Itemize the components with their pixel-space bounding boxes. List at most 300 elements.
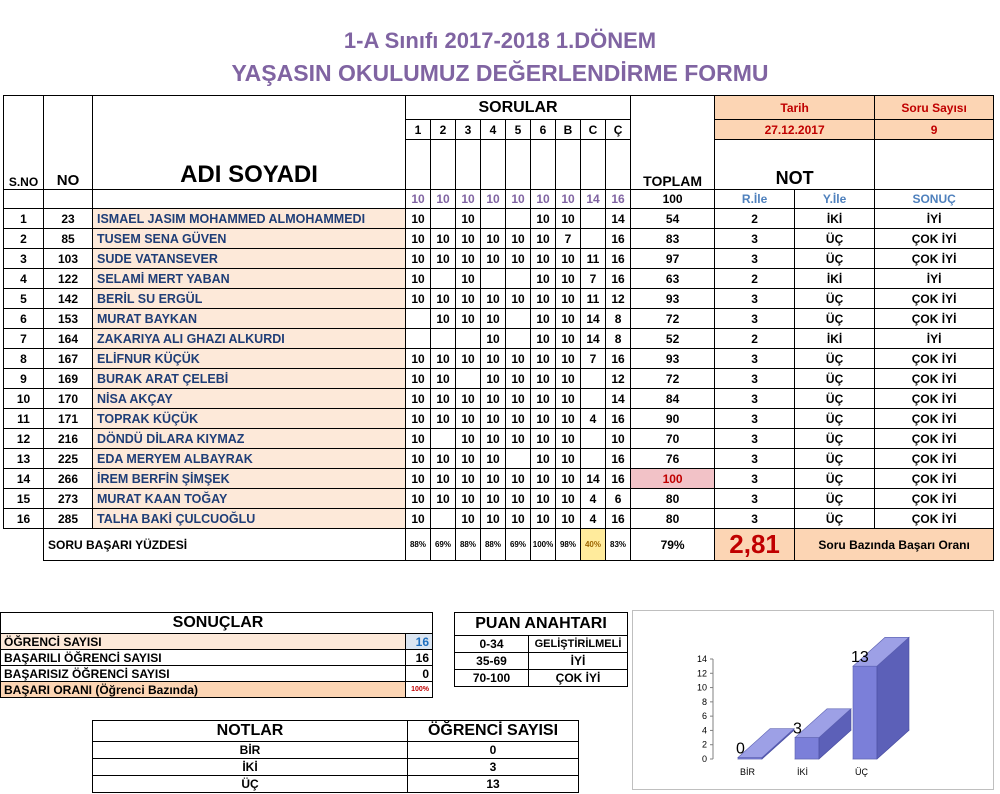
y-tick-label: 6 xyxy=(701,711,707,722)
notlar-row xyxy=(93,776,579,793)
puan-label: GELİŞTİRİLMELİ xyxy=(529,636,628,653)
row-score: 10 xyxy=(481,449,506,469)
row-sno: 4 xyxy=(4,269,44,289)
row-student-name: BURAK ARAT ÇELEBİ xyxy=(93,369,406,389)
row-r-ile: 3 xyxy=(715,349,795,369)
sno-header-bottom xyxy=(4,190,44,209)
y-tick-label: 4 xyxy=(701,725,707,736)
row-total: 76 xyxy=(631,449,715,469)
puan-title: PUAN ANAHTARI xyxy=(455,613,628,636)
sonuclar-label: ÖĞRENCİ SAYISI xyxy=(1,634,406,650)
student-row xyxy=(4,489,994,509)
row-no: 23 xyxy=(44,209,93,229)
row-sno: 5 xyxy=(4,289,44,309)
y-tick-label: 0 xyxy=(701,754,707,764)
row-y-ile: ÜÇ xyxy=(795,369,875,389)
row-score xyxy=(506,449,531,469)
row-student-name: MURAT KAAN TOĞAY xyxy=(93,489,406,509)
row-r-ile: 2 xyxy=(715,209,795,229)
row-sno: 6 xyxy=(4,309,44,329)
puan-anahtari-table xyxy=(454,612,628,687)
row-student-name: DÖNDÜ DİLARA KIYMAZ xyxy=(93,429,406,449)
student-row xyxy=(4,289,994,309)
row-student-name: EDA MERYEM ALBAYRAK xyxy=(93,449,406,469)
row-score: 10 xyxy=(406,249,431,269)
row-score xyxy=(581,429,606,449)
row-sonuc: ÇOK İYİ xyxy=(875,489,994,509)
row-sonuc: ÇOK İYİ xyxy=(875,289,994,309)
row-score: 10 xyxy=(481,309,506,329)
row-sno: 16 xyxy=(4,509,44,529)
row-score: 10 xyxy=(406,509,431,529)
row-score: 10 xyxy=(431,309,456,329)
row-score: 10 xyxy=(556,309,581,329)
notlar-value: 3 xyxy=(408,759,579,776)
row-sonuc: İYİ xyxy=(875,269,994,289)
ogrenci-sayisi-header: ÖĞRENCİ SAYISI xyxy=(408,721,579,742)
row-score: 10 xyxy=(456,249,481,269)
row-score: 16 xyxy=(606,449,631,469)
sno-header: S.NO xyxy=(4,96,44,190)
question-blank-2 xyxy=(431,140,456,190)
question-blank-5 xyxy=(506,140,531,190)
row-score: 7 xyxy=(556,229,581,249)
row-score: 14 xyxy=(606,389,631,409)
row-score: 10 xyxy=(506,489,531,509)
row-score: 16 xyxy=(606,249,631,269)
row-student-name: ELİFNUR KÜÇÜK xyxy=(93,349,406,369)
row-score: 10 xyxy=(556,249,581,269)
sonuclar-value: 16 xyxy=(406,650,433,666)
row-student-name: ZAKARIYA ALI GHAZI ALKURDI xyxy=(93,329,406,349)
row-score: 4 xyxy=(581,409,606,429)
sonuclar-row xyxy=(1,682,433,698)
row-score: 10 xyxy=(531,209,556,229)
row-total: 93 xyxy=(631,349,715,369)
row-score: 10 xyxy=(481,469,506,489)
question-blank-4 xyxy=(481,140,506,190)
category-label: ÜÇ xyxy=(855,767,868,777)
puan-row xyxy=(455,636,628,653)
row-sno: 12 xyxy=(4,429,44,449)
soru-sayisi-value: 9 xyxy=(875,120,994,140)
student-row xyxy=(4,389,994,409)
row-total: 93 xyxy=(631,289,715,309)
row-no: 170 xyxy=(44,389,93,409)
question-points-3: 10 xyxy=(456,190,481,209)
form-title-line2: YAŞASIN OKULUMUZ DEĞERLENDİRME FORMU xyxy=(231,60,769,86)
row-score xyxy=(406,309,431,329)
row-score: 7 xyxy=(581,269,606,289)
row-score: 10 xyxy=(531,229,556,249)
row-score: 10 xyxy=(531,329,556,349)
question-points-7: 10 xyxy=(556,190,581,209)
row-score: 10 xyxy=(406,389,431,409)
row-y-ile: ÜÇ xyxy=(795,389,875,409)
row-score: 10 xyxy=(556,509,581,529)
row-sonuc: ÇOK İYİ xyxy=(875,309,994,329)
bar-front xyxy=(853,666,877,759)
category-label: İKİ xyxy=(797,767,809,777)
notlar-label: ÜÇ xyxy=(93,776,408,793)
row-score: 10 xyxy=(481,409,506,429)
row-score xyxy=(506,269,531,289)
row-score: 10 xyxy=(531,469,556,489)
row-score xyxy=(506,309,531,329)
summary-percent: 100% xyxy=(531,529,556,561)
summary-average: 2,81 xyxy=(715,529,795,561)
row-total: 72 xyxy=(631,369,715,389)
row-score: 16 xyxy=(606,229,631,249)
question-label-7: B xyxy=(556,120,581,140)
row-y-ile: İKİ xyxy=(795,329,875,349)
grades-table xyxy=(3,95,994,561)
row-score: 10 xyxy=(506,289,531,309)
row-score: 10 xyxy=(481,349,506,369)
row-score: 10 xyxy=(456,489,481,509)
row-no: 164 xyxy=(44,329,93,349)
row-score: 10 xyxy=(406,269,431,289)
student-row xyxy=(4,369,994,389)
row-r-ile: 2 xyxy=(715,269,795,289)
row-score: 10 xyxy=(406,349,431,369)
row-r-ile: 2 xyxy=(715,329,795,349)
row-total: 100 xyxy=(631,469,715,489)
no-header: NO xyxy=(44,96,93,190)
sonuclar-label: BAŞARILI ÖĞRENCİ SAYISI xyxy=(1,650,406,666)
question-points-6: 10 xyxy=(531,190,556,209)
row-score: 10 xyxy=(406,229,431,249)
row-score: 14 xyxy=(581,309,606,329)
summary-label: SORU BAŞARI YÜZDESİ xyxy=(44,529,406,561)
row-score: 10 xyxy=(481,249,506,269)
student-row xyxy=(4,309,994,329)
row-no: 167 xyxy=(44,349,93,369)
row-score: 10 xyxy=(431,289,456,309)
row-score: 10 xyxy=(531,489,556,509)
row-student-name: SELAMİ MERT YABAN xyxy=(93,269,406,289)
row-score: 10 xyxy=(556,269,581,289)
row-sonuc: ÇOK İYİ xyxy=(875,369,994,389)
row-score: 10 xyxy=(556,429,581,449)
row-sonuc: ÇOK İYİ xyxy=(875,409,994,429)
row-total: 84 xyxy=(631,389,715,409)
row-score: 4 xyxy=(581,489,606,509)
row-y-ile: ÜÇ xyxy=(795,489,875,509)
row-no: 273 xyxy=(44,489,93,509)
puan-label: ÇOK İYİ xyxy=(529,670,628,687)
form-title-line1: 1-A Sınıfı 2017-2018 1.DÖNEM xyxy=(343,28,657,53)
summary-percent: 88% xyxy=(456,529,481,561)
summary-percent: 88% xyxy=(481,529,506,561)
row-no: 171 xyxy=(44,409,93,429)
row-sno: 15 xyxy=(4,489,44,509)
row-total: 80 xyxy=(631,509,715,529)
student-row xyxy=(4,409,994,429)
row-no: 285 xyxy=(44,509,93,529)
row-student-name: TALHA BAKİ ÇULCUOĞLU xyxy=(93,509,406,529)
row-score xyxy=(581,229,606,249)
sonuclar-title: SONUÇLAR xyxy=(1,613,433,634)
question-label-3: 3 xyxy=(456,120,481,140)
row-score: 10 xyxy=(431,229,456,249)
summary-percent: 98% xyxy=(556,529,581,561)
question-points-2: 10 xyxy=(431,190,456,209)
row-score: 12 xyxy=(606,369,631,389)
row-student-name: ISMAEL JASIM MOHAMMED ALMOHAMMEDI xyxy=(93,209,406,229)
row-score: 10 xyxy=(431,469,456,489)
not-header: NOT xyxy=(715,140,875,190)
sonuclar-value: 100% xyxy=(406,682,433,698)
row-score: 10 xyxy=(456,509,481,529)
bar-value-label: 0 xyxy=(736,740,745,758)
row-score xyxy=(506,329,531,349)
row-student-name: BERİL SU ERGÜL xyxy=(93,289,406,309)
row-sonuc: ÇOK İYİ xyxy=(875,449,994,469)
row-score: 10 xyxy=(406,209,431,229)
row-score: 10 xyxy=(456,209,481,229)
summary-percent: 40% xyxy=(581,529,606,561)
row-score: 10 xyxy=(406,469,431,489)
row-total: 52 xyxy=(631,329,715,349)
row-score: 10 xyxy=(406,369,431,389)
puan-row xyxy=(455,670,628,687)
row-no: 122 xyxy=(44,269,93,289)
row-score xyxy=(481,269,506,289)
r-ile-header: R.İle xyxy=(715,190,795,209)
row-score: 4 xyxy=(581,509,606,529)
row-score: 10 xyxy=(556,329,581,349)
row-score: 10 xyxy=(456,469,481,489)
no-header-bottom xyxy=(44,190,93,209)
name-header-bottom xyxy=(93,190,406,209)
question-blank-3 xyxy=(456,140,481,190)
row-score xyxy=(456,329,481,349)
summary-spacer xyxy=(4,529,44,561)
sonuclar-table xyxy=(0,612,433,698)
student-row xyxy=(4,209,994,229)
sonuclar-value: 0 xyxy=(406,666,433,682)
student-row xyxy=(4,329,994,349)
row-score: 10 xyxy=(431,349,456,369)
row-score: 10 xyxy=(481,369,506,389)
row-score: 6 xyxy=(606,489,631,509)
row-y-ile: ÜÇ xyxy=(795,309,875,329)
question-label-5: 5 xyxy=(506,120,531,140)
tarih-label: Tarih xyxy=(715,96,875,120)
row-score xyxy=(506,209,531,229)
row-score: 10 xyxy=(456,389,481,409)
row-student-name: SUDE VATANSEVER xyxy=(93,249,406,269)
row-score: 14 xyxy=(581,329,606,349)
row-total: 83 xyxy=(631,229,715,249)
row-score xyxy=(581,369,606,389)
bar-value-label: 3 xyxy=(793,720,802,738)
row-score: 10 xyxy=(556,469,581,489)
not-header-spacer xyxy=(875,140,994,190)
row-score: 10 xyxy=(481,329,506,349)
sonuclar-value: 16 xyxy=(406,634,433,650)
question-label-2: 2 xyxy=(431,120,456,140)
student-row xyxy=(4,449,994,469)
row-total: 70 xyxy=(631,429,715,449)
y-tick-label: 12 xyxy=(696,668,707,679)
soru-sayisi-label: Soru Sayısı xyxy=(875,96,994,120)
notlar-table xyxy=(92,720,579,793)
row-score: 10 xyxy=(531,369,556,389)
row-score: 10 xyxy=(431,489,456,509)
row-score: 10 xyxy=(456,229,481,249)
row-score: 10 xyxy=(406,489,431,509)
row-score: 12 xyxy=(606,289,631,309)
row-score: 10 xyxy=(456,289,481,309)
row-sonuc: İYİ xyxy=(875,329,994,349)
row-score xyxy=(481,209,506,229)
row-no: 85 xyxy=(44,229,93,249)
row-score: 14 xyxy=(581,469,606,489)
row-score: 10 xyxy=(556,289,581,309)
row-y-ile: ÜÇ xyxy=(795,449,875,469)
puan-range: 35-69 xyxy=(455,653,529,670)
row-score: 10 xyxy=(481,429,506,449)
row-score: 10 xyxy=(556,489,581,509)
row-score: 11 xyxy=(581,249,606,269)
row-sno: 10 xyxy=(4,389,44,409)
row-no: 225 xyxy=(44,449,93,469)
row-score: 10 xyxy=(456,309,481,329)
row-score: 10 xyxy=(481,509,506,529)
notlar-value: 13 xyxy=(408,776,579,793)
row-score: 10 xyxy=(406,449,431,469)
row-score: 10 xyxy=(481,289,506,309)
row-r-ile: 3 xyxy=(715,509,795,529)
row-sno: 7 xyxy=(4,329,44,349)
row-score: 10 xyxy=(556,369,581,389)
row-score: 10 xyxy=(481,489,506,509)
row-score: 10 xyxy=(556,389,581,409)
row-score: 10 xyxy=(506,229,531,249)
student-row xyxy=(4,349,994,369)
question-points-5: 10 xyxy=(506,190,531,209)
notlar-row xyxy=(93,742,579,759)
row-y-ile: ÜÇ xyxy=(795,289,875,309)
row-sno: 14 xyxy=(4,469,44,489)
row-no: 103 xyxy=(44,249,93,269)
y-tick-label: 10 xyxy=(696,682,707,693)
row-score: 10 xyxy=(531,309,556,329)
row-score: 16 xyxy=(606,509,631,529)
row-score: 10 xyxy=(531,409,556,429)
row-y-ile: İKİ xyxy=(795,209,875,229)
toplam-points: 100 xyxy=(631,190,715,209)
row-student-name: MURAT BAYKAN xyxy=(93,309,406,329)
row-total: 54 xyxy=(631,209,715,229)
row-sno: 9 xyxy=(4,369,44,389)
row-sonuc: İYİ xyxy=(875,209,994,229)
row-score: 10 xyxy=(456,349,481,369)
puan-label: İYİ xyxy=(529,653,628,670)
row-score: 10 xyxy=(556,449,581,469)
bar-value-label: 13 xyxy=(851,649,869,667)
question-label-8: C xyxy=(581,120,606,140)
sonuclar-row xyxy=(1,650,433,666)
row-y-ile: ÜÇ xyxy=(795,409,875,429)
row-score xyxy=(581,389,606,409)
row-score: 8 xyxy=(606,329,631,349)
notlar-label: İKİ xyxy=(93,759,408,776)
question-points-4: 10 xyxy=(481,190,506,209)
question-label-6: 6 xyxy=(531,120,556,140)
row-score: 10 xyxy=(406,289,431,309)
row-sno: 3 xyxy=(4,249,44,269)
row-score xyxy=(431,209,456,229)
question-points-8: 14 xyxy=(581,190,606,209)
row-sno: 2 xyxy=(4,229,44,249)
row-score: 10 xyxy=(431,249,456,269)
row-student-name: TUSEM SENA GÜVEN xyxy=(93,229,406,249)
row-score: 16 xyxy=(606,409,631,429)
bar-front xyxy=(795,738,819,759)
row-score: 16 xyxy=(606,349,631,369)
y-tick-label: 8 xyxy=(701,696,707,707)
row-total: 90 xyxy=(631,409,715,429)
puan-range: 70-100 xyxy=(455,670,529,687)
grade-distribution-chart xyxy=(632,610,994,790)
row-score: 10 xyxy=(506,349,531,369)
row-sonuc: ÇOK İYİ xyxy=(875,509,994,529)
notlar-header: NOTLAR xyxy=(93,721,408,742)
row-r-ile: 3 xyxy=(715,389,795,409)
row-y-ile: ÜÇ xyxy=(795,229,875,249)
row-sno: 8 xyxy=(4,349,44,369)
row-sno: 11 xyxy=(4,409,44,429)
question-blank-9 xyxy=(606,140,631,190)
student-row xyxy=(4,249,994,269)
row-score: 10 xyxy=(506,369,531,389)
toplam-header: TOPLAM xyxy=(631,96,715,190)
sonuclar-label: BAŞARI ORANI (Öğrenci Bazında) xyxy=(1,682,406,698)
name-header: ADI SOYADI xyxy=(93,96,406,190)
row-r-ile: 3 xyxy=(715,489,795,509)
row-r-ile: 3 xyxy=(715,409,795,429)
row-score: 10 xyxy=(531,449,556,469)
row-score: 10 xyxy=(506,409,531,429)
tarih-value: 27.12.2017 xyxy=(715,120,875,140)
row-score: 10 xyxy=(556,349,581,369)
row-y-ile: ÜÇ xyxy=(795,509,875,529)
row-r-ile: 3 xyxy=(715,369,795,389)
question-points-1: 10 xyxy=(406,190,431,209)
row-score: 7 xyxy=(581,349,606,369)
row-no: 266 xyxy=(44,469,93,489)
summary-total: 79% xyxy=(631,529,715,561)
question-label-4: 4 xyxy=(481,120,506,140)
row-score xyxy=(406,329,431,349)
row-total: 97 xyxy=(631,249,715,269)
bar-top xyxy=(738,729,794,758)
row-score: 10 xyxy=(531,349,556,369)
row-score: 10 xyxy=(506,389,531,409)
row-sonuc: ÇOK İYİ xyxy=(875,229,994,249)
row-score: 10 xyxy=(456,409,481,429)
sorular-header: SORULAR xyxy=(406,96,631,120)
summary-average-label: Soru Bazında Başarı Oranı xyxy=(795,529,994,561)
sonuclar-label: BAŞARISIZ ÖĞRENCİ SAYISI xyxy=(1,666,406,682)
row-score xyxy=(431,509,456,529)
y-tick-label: 14 xyxy=(696,654,707,664)
question-label-9: Ç xyxy=(606,120,631,140)
row-score: 10 xyxy=(481,389,506,409)
